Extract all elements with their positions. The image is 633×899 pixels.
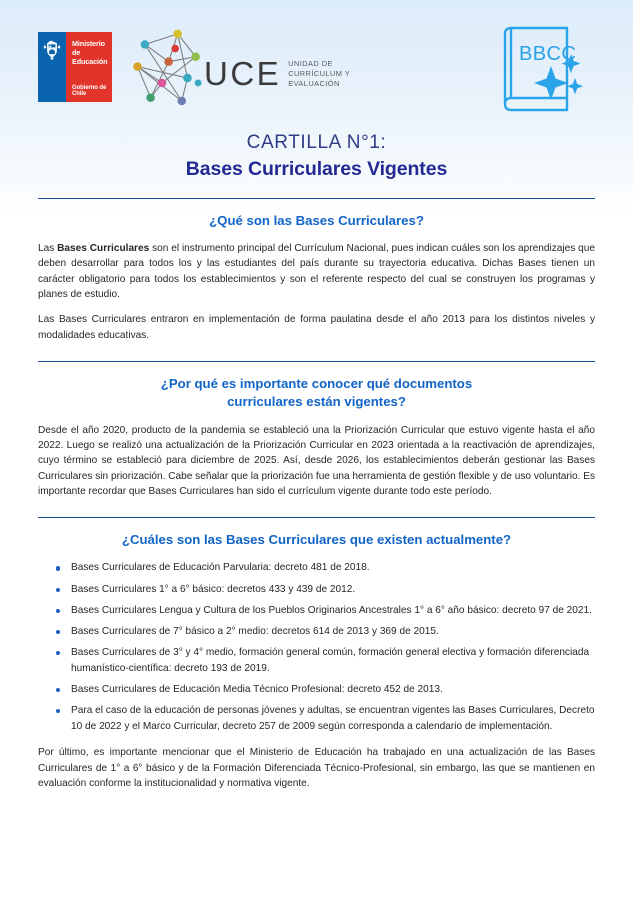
section-que-son xyxy=(38,212,595,352)
p1-bold: Bases Curriculares xyxy=(57,243,150,255)
list-item: Bases Curriculares 1° a 6° básico: decretos 433 y 439 de 2012. xyxy=(38,582,595,598)
document-header xyxy=(38,0,595,118)
section-heading-2-line2: curriculares están vigentes? xyxy=(227,394,406,410)
book-with-sparkles-icon xyxy=(483,16,595,116)
section-1-paragraph-2: Las Bases Curriculares entraron en implementación de forma paulatina desde el año 2013 para los distintos niveles y modalidades educativas. xyxy=(38,314,595,341)
section-divider-2 xyxy=(38,361,595,362)
section-heading-2-line1: ¿Por qué es importante conocer qué documentos xyxy=(160,376,473,392)
mineduc-gobierno-text: Gobierno de Chile xyxy=(72,85,107,97)
uce-subtitle xyxy=(288,59,350,90)
mineduc-line1: Ministerio de xyxy=(72,39,105,57)
section-1-paragraph-1 xyxy=(38,241,595,302)
uce-network-nodes-icon xyxy=(126,24,208,110)
uce-subtitle-line2: CURRÍCULUM Y xyxy=(288,68,351,78)
list-item: Bases Curriculares de 3° y 4° medio, formación general común, formación general electiva y formación diferenciada humanístico-científica: decreto 193 de 2019. xyxy=(38,645,595,676)
chile-coat-of-arms-icon xyxy=(43,40,62,60)
mineduc-logo-red-panel xyxy=(66,32,112,102)
section-heading-1: ¿Qué son las Bases Curriculares? xyxy=(209,212,424,228)
document-title-block xyxy=(38,118,595,189)
mineduc-logo xyxy=(38,32,112,102)
section-por-que-importante xyxy=(38,375,595,508)
p1-post: son el instrumento principal del Currículum Nacional, pues indican cuáles son los aprendizajes que deben desarrollar para todos los y las estudiantes del país durante su trayectoria educativa. Dichas Bases tienen un carácter obligatorio para todos los establecimientos y son el referente respecto del cual se construyen los programas y planes de estudio. xyxy=(38,243,595,301)
list-item: Bases Curriculares de 7° básico a 2° medio: decretos 614 de 2013 y 369 de 2015. xyxy=(38,624,595,640)
section-heading-3: ¿Cuáles son las Bases Curriculares que existen actualmente? xyxy=(121,532,512,548)
mineduc-logo-blue-panel xyxy=(38,32,66,102)
list-item: Bases Curriculares de Educación Parvularia: decreto 481 de 2018. xyxy=(38,560,595,576)
section-divider-3 xyxy=(38,517,595,518)
uce-wordmark: UCE xyxy=(204,54,282,92)
list-item: Para el caso de la educación de personas jóvenes y adultas, se encuentran vigentes las Bases Curriculares, Decreto 10 de 2022 y el Marco Curricular, decreto 257 de 2009 según corresponda a calendario de implementación. xyxy=(38,703,595,734)
mineduc-logo-text xyxy=(72,40,112,66)
list-item: Bases Curriculares Lengua y Cultura de los Pueblos Originarios Ancestrales 1° a 6° año básico: decreto 97 de 2021. xyxy=(38,603,595,619)
p1-pre: Las xyxy=(38,243,58,255)
section-heading-2 xyxy=(38,375,595,411)
list-item: Bases Curriculares de Educación Media Técnico Profesional: decreto 452 de 2013. xyxy=(38,682,595,698)
page-title-line2: Bases Curriculares Vigentes xyxy=(185,157,448,180)
section-cuales-existen xyxy=(38,531,595,800)
decree-list xyxy=(38,560,595,734)
uce-logo xyxy=(126,24,350,110)
section-divider-1 xyxy=(38,198,595,199)
uce-subtitle-line1: UNIDAD DE xyxy=(288,58,333,68)
svg-text:BBCC: BBCC xyxy=(519,43,577,65)
uce-subtitle-line3: EVALUACIÓN xyxy=(288,79,340,89)
page-title-line1: CARTILLA N°1: xyxy=(246,132,387,153)
mineduc-line2: Educación xyxy=(72,56,108,66)
closing-paragraph: Por último, es importante mencionar que el Ministerio de Educación ha trabajado en una actualización de las Bases Curriculares de 1° a 6° básico y de la Formación Diferenciada Técnico-Profesional, sin embargo, las que se mantienen en evaluación conforme la institucionalidad y normativa vigente. xyxy=(38,747,595,789)
section-2-paragraph-1: Desde el año 2020, producto de la pandemia se estableció una la Priorización Curricular que estuvo vigente hasta el año 2022. Luego se realizó una actualización de la Priorización Curricular en 2023 orientada a la reactivación de aprendizajes, cuyo término se estableció para diciembre de 2025. Así, desde 2026, los establecimientos deberán gestionar las Bases Curriculares sin priorización. Cabe señalar que la priorización fue una herramienta de gestión flexible y de uso voluntario. Es importante recordar que Bases Curriculares han sido el currículum vigente durante todo este período. xyxy=(38,424,595,497)
